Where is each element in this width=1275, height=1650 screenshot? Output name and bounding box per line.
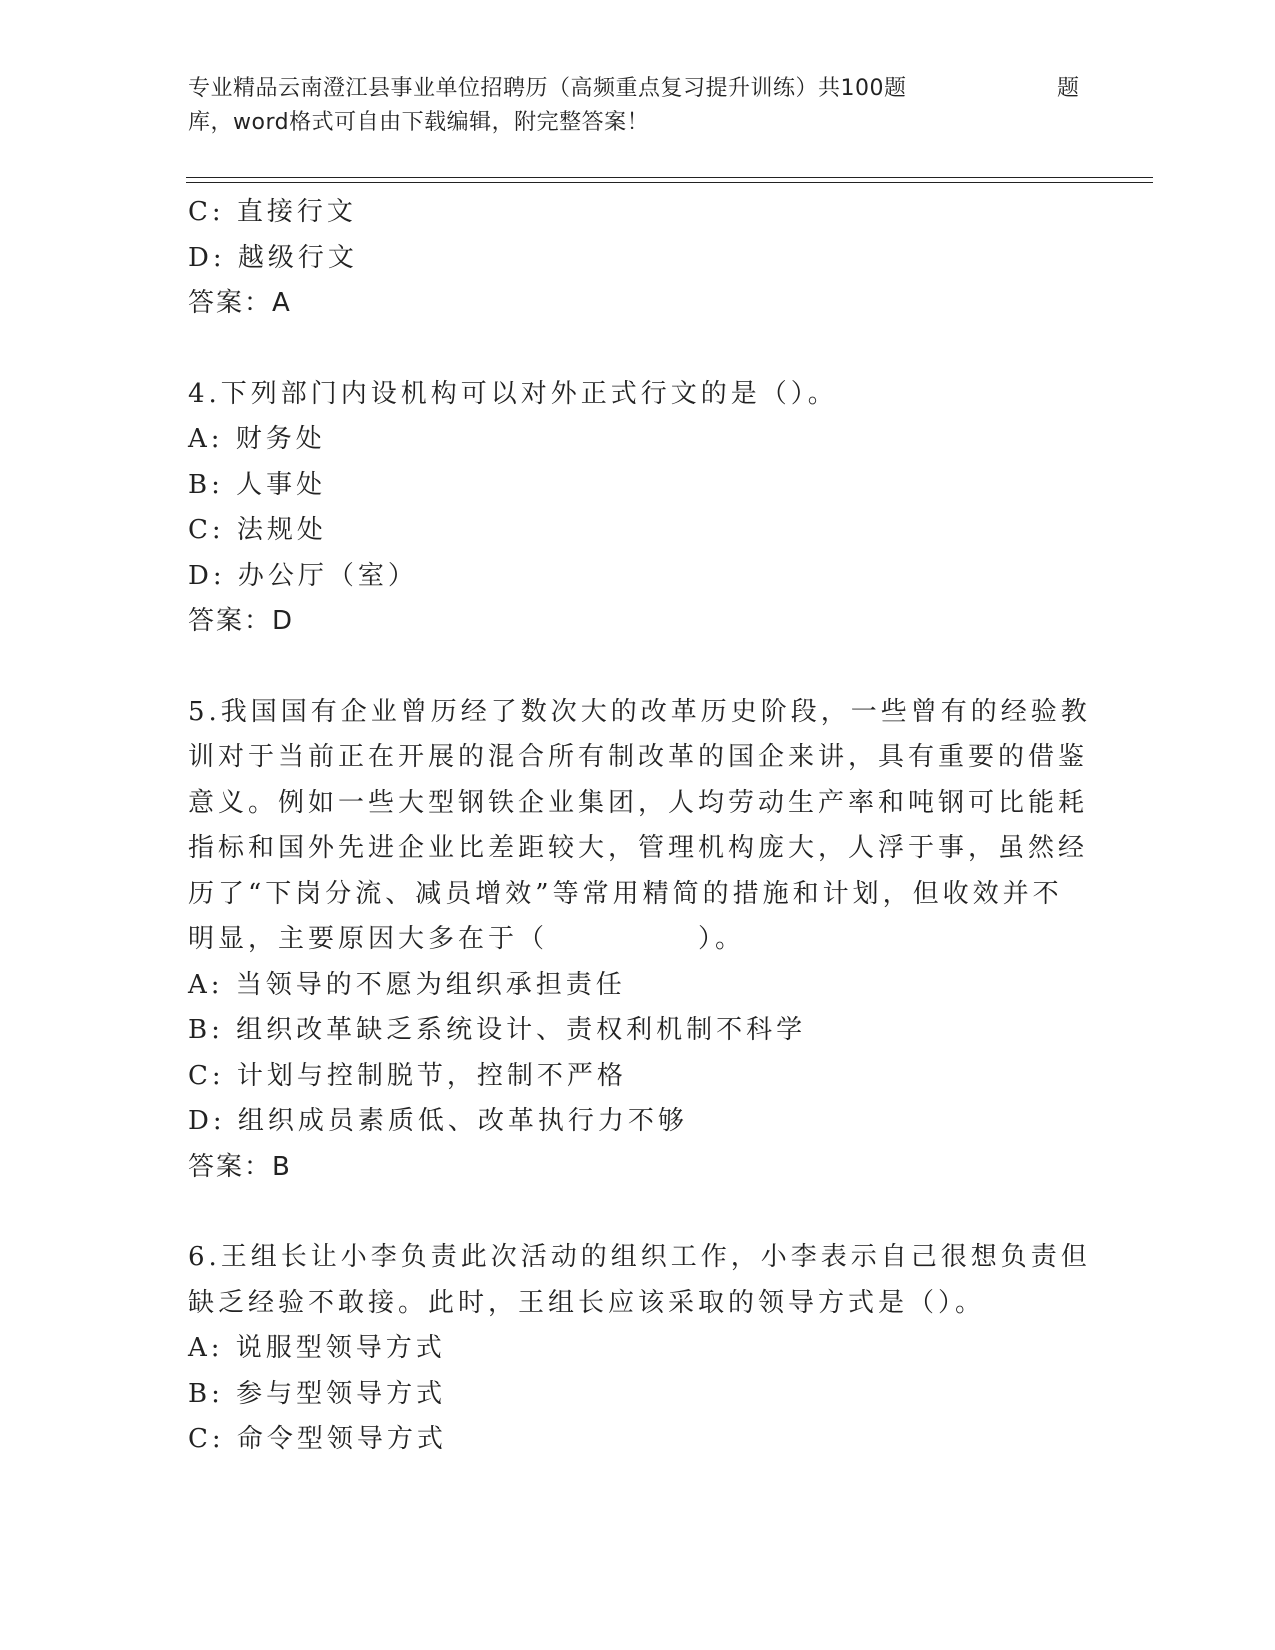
option-b: B: 参与型领导方式: [188, 1378, 447, 1409]
header-rule-top: [186, 177, 1153, 178]
stem-line: 历了“下岗分流、减员增效”等常用精简的措施和计划，但收效并不: [188, 878, 1063, 909]
stem-line: 5.我国国有企业曾历经了数次大的改革历史阶段，一些曾有的经验教: [188, 696, 1091, 727]
header-title-overflow: 题: [1057, 76, 1080, 101]
stem-line: 意义。例如一些大型钢铁企业集团，人均劳动生产率和吨钢可比能耗: [188, 787, 1089, 818]
option-a: A: 当领导的不愿为组织承担责任: [188, 969, 626, 1000]
option-b: B: 人事处: [188, 469, 327, 500]
question-stem: [188, 690, 1091, 963]
question-stem: [188, 1235, 1091, 1326]
option-c: C: 计划与控制脱节，控制不严格: [188, 1060, 627, 1091]
option-d: D: 组织成员素质低、改革执行力不够: [188, 1106, 688, 1136]
header-title-line-2: 库，word格式可自由下载编辑，附完整答案！: [188, 110, 650, 135]
question-stem: 4.下列部门内设机构可以对外正式行文的是（）。: [188, 378, 838, 409]
stem-line: 指标和国外先进企业比差距较大，管理机构庞大，人浮于事，虽然经: [188, 833, 1089, 863]
document-body: [188, 190, 1091, 1463]
spacer: [188, 327, 1068, 372]
option-a: A: 财务处: [188, 424, 326, 454]
option-d: D: 办公厅（室）: [188, 560, 418, 591]
option-c: C: 命令型领导方式: [188, 1424, 447, 1454]
option-c: C: 法规处: [188, 515, 327, 545]
stem-line: 明显，主要原因大多在于（ ）。: [188, 924, 746, 954]
answer-line: 答案：B: [188, 1151, 292, 1182]
answer-line: 答案：D: [188, 606, 295, 636]
answer-line: 答案：A: [188, 288, 292, 318]
option-b: B: 组织改革缺乏系统设计、责权利机制不科学: [188, 1015, 807, 1045]
stem-line: 缺乏经验不敢接。此时，王组长应该采取的领导方式是（）。: [188, 1287, 986, 1318]
header-title-line-1: 专业精品云南澄江县事业单位招聘历（高频重点复习提升训练）共100题: [188, 76, 907, 101]
question-3-tail: [188, 190, 1068, 327]
question-4: [188, 372, 1068, 645]
spacer: [188, 645, 1068, 690]
option-a: A: 说服型领导方式: [188, 1333, 446, 1363]
spacer: [188, 1190, 1068, 1235]
stem-line: 训对于当前正在开展的混合所有制改革的国企来讲，具有重要的借鉴: [188, 742, 1089, 772]
option-d: D: 越级行文: [188, 242, 358, 273]
question-6: [188, 1235, 1091, 1463]
question-5: [188, 690, 1091, 1191]
option-c: C: 直接行文: [188, 197, 357, 227]
header-rule-bottom: [186, 182, 1153, 183]
stem-line: 6.王组长让小李负责此次活动的组织工作，小李表示自己很想负责但: [188, 1242, 1091, 1272]
page-header: [188, 72, 1088, 140]
